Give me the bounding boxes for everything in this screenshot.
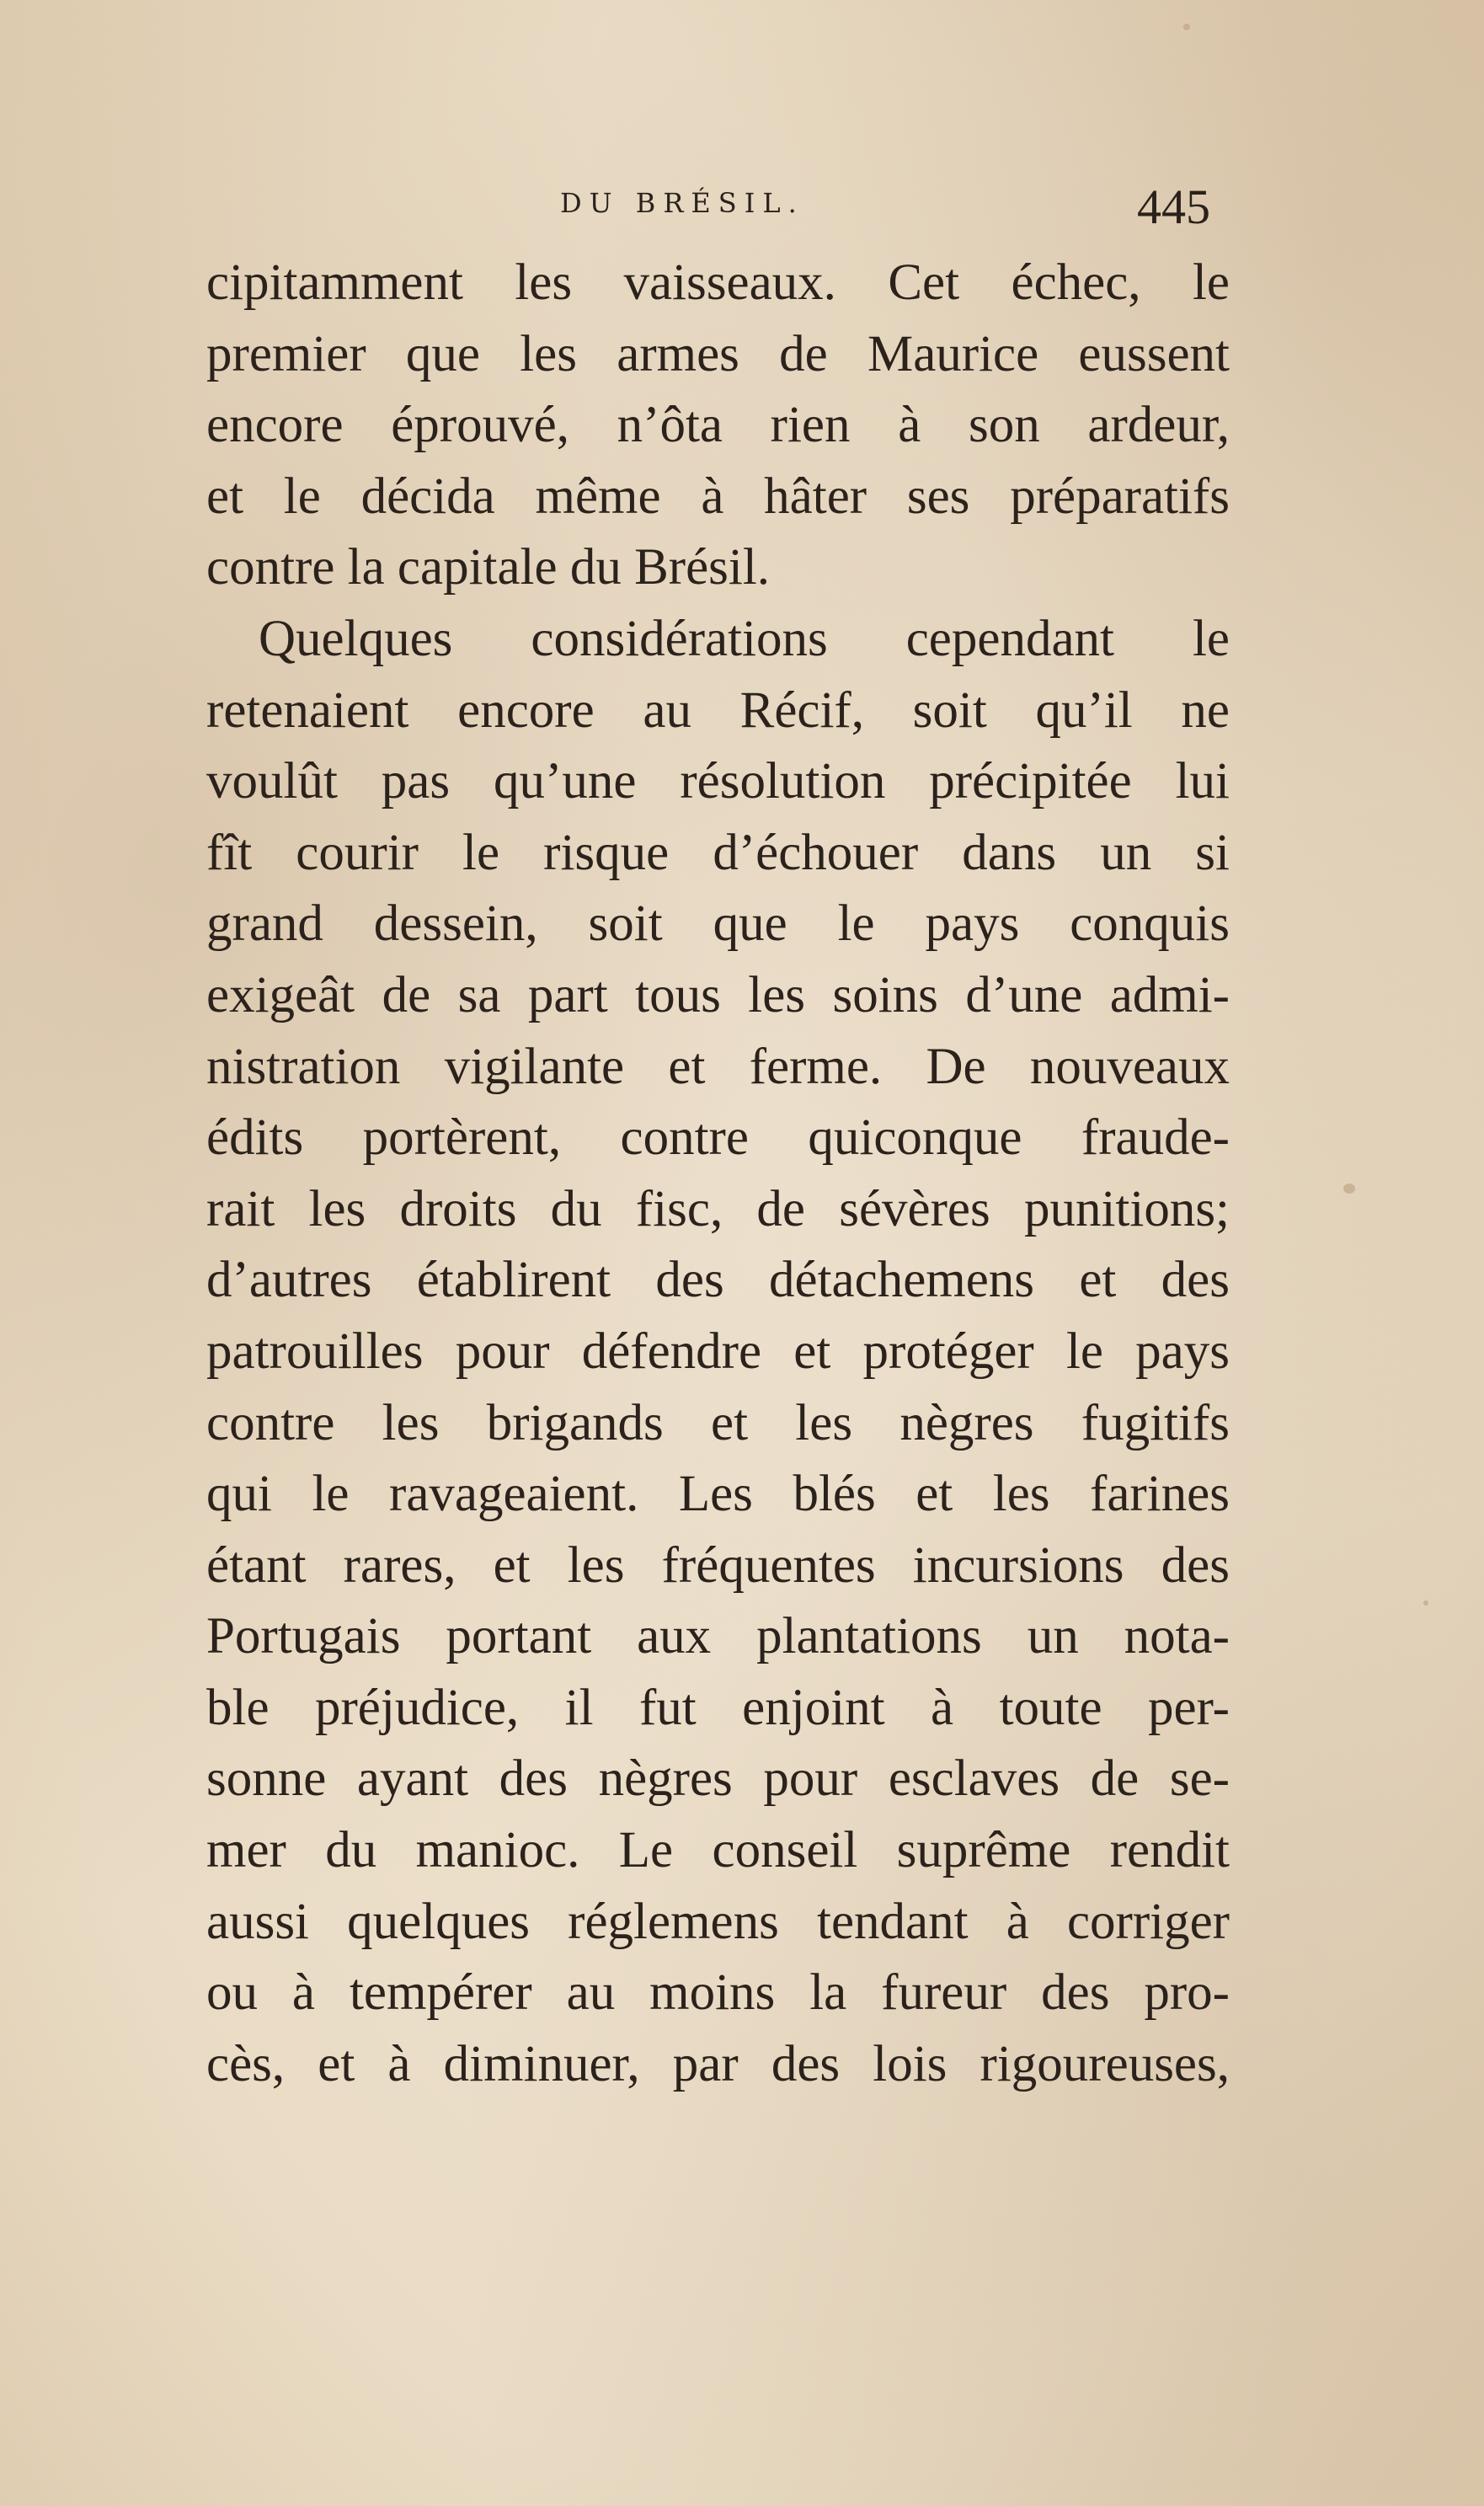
text-line: rait les droits du fisc, de sévères punitions; xyxy=(206,1180,1230,1237)
text-line: encore éprouvé, n’ôta rien à son ardeur, xyxy=(206,397,1230,454)
text-line: retenaient encore au Récif, soit qu’il ne xyxy=(206,681,1230,739)
text-line: nistration vigilante et ferme. De nouveaux xyxy=(206,1038,1230,1095)
paper-stain xyxy=(1343,1184,1355,1194)
text-line: sonne ayant des nègres pour esclaves de se- xyxy=(206,1750,1230,1808)
text-line: d’autres établirent des détachemens et des xyxy=(206,1252,1230,1309)
text-line: Portugais portant aux plantations un nota- xyxy=(206,1608,1230,1665)
paper-stain xyxy=(1423,1600,1428,1606)
text-line: aussi quelques réglemens tendant à corriger xyxy=(206,1893,1230,1950)
text-line: et le décida même à hâter ses préparatifs xyxy=(206,468,1230,525)
text-line: patrouilles pour défendre et protéger le pays xyxy=(206,1322,1230,1380)
text-line: grand dessein, soit que le pays conquis xyxy=(206,895,1230,953)
text-line: mer du manioc. Le conseil suprême rendit xyxy=(206,1822,1230,1879)
body-text xyxy=(206,248,1230,2100)
text-line: édits portèrent, contre quiconque fraude- xyxy=(206,1109,1230,1167)
page-number: 445 xyxy=(1137,179,1210,234)
text-line: étant rares, et les fréquentes incursions des xyxy=(206,1536,1230,1594)
text-line: Quelques considérations cependant le xyxy=(259,610,1230,667)
text-line: qui le ravageaient. Les blés et les farines xyxy=(206,1466,1230,1523)
text-line: cipitamment les vaisseaux. Cet échec, le xyxy=(206,254,1230,311)
text-line: ou à tempérer au moins la fureur des pro- xyxy=(206,1964,1230,2022)
text-line: premier que les armes de Maurice eussent xyxy=(206,325,1230,382)
text-line: ble préjudice, il fut enjoint à toute per- xyxy=(206,1679,1230,1736)
text-line: exigeât de sa part tous les soins d’une admi- xyxy=(206,966,1230,1023)
page-header xyxy=(0,179,1484,246)
paper-stain xyxy=(1183,24,1190,30)
running-title: DU BRÉSIL. xyxy=(560,187,804,219)
text-line: voulût pas qu’une résolution précipitée lui xyxy=(206,753,1230,810)
text-line: contre la capitale du Brésil. xyxy=(206,539,771,596)
text-line: fît courir le risque d’échouer dans un si xyxy=(206,824,1230,881)
text-line: cès, et à diminuer, par des lois rigoureuses, xyxy=(206,2035,1230,2092)
text-line: contre les brigands et les nègres fugitifs xyxy=(206,1394,1230,1451)
